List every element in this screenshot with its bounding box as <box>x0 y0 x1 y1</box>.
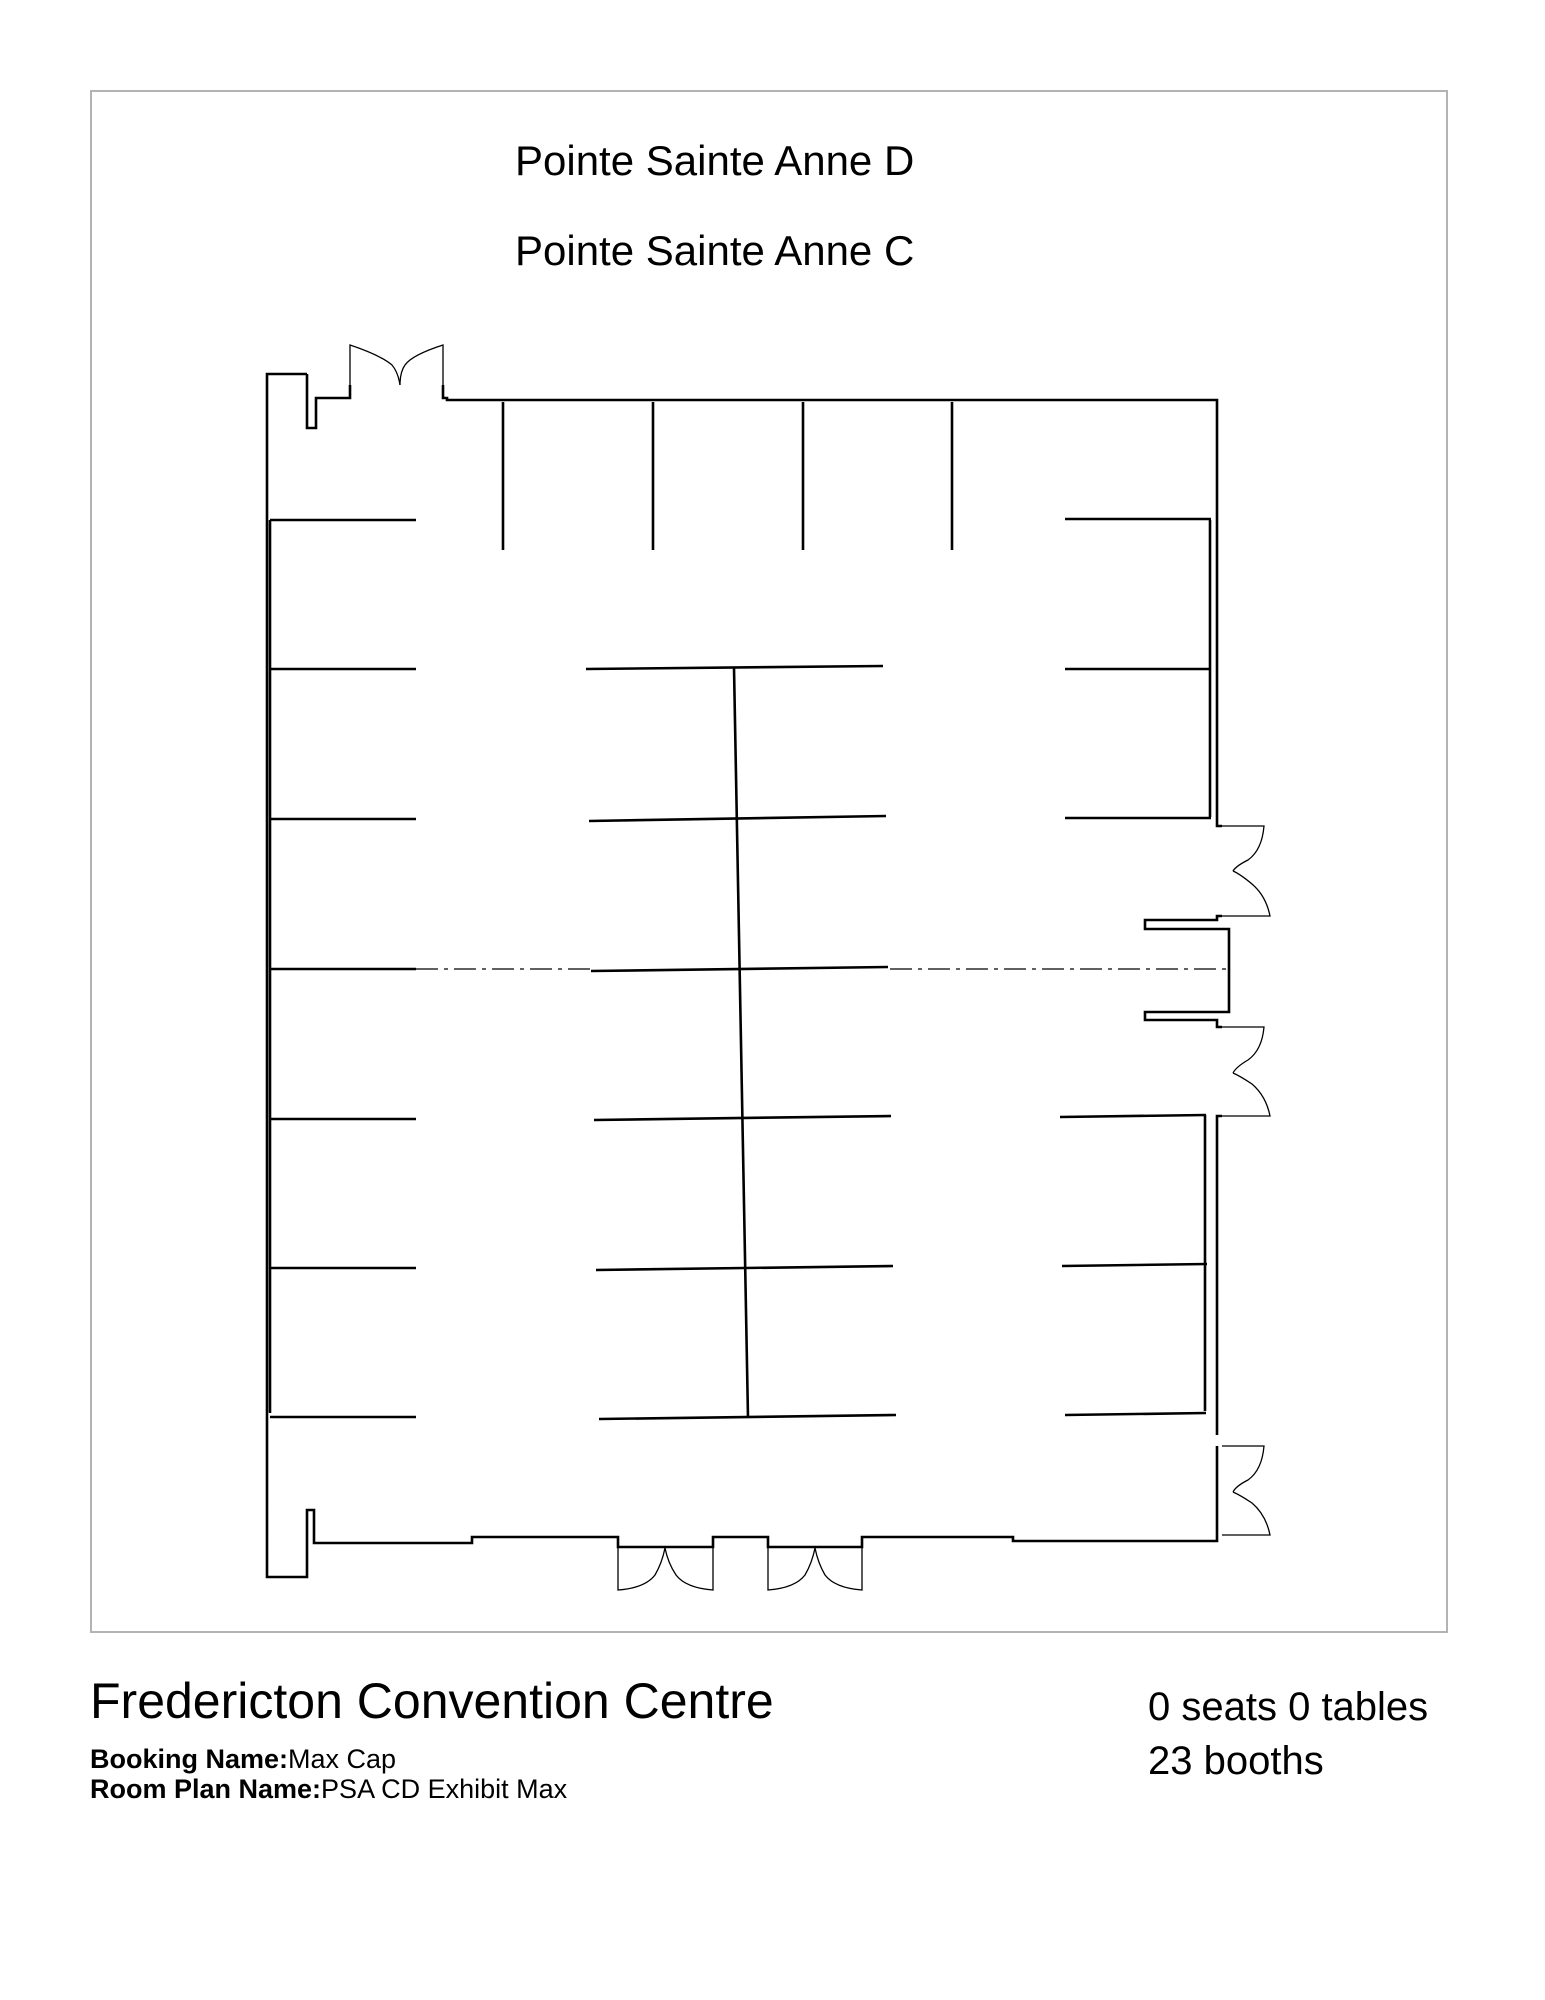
room-plan-name-label: Room Plan Name: <box>90 1774 322 1804</box>
room-plan-name-value: PSA CD Exhibit Max <box>321 1774 568 1804</box>
room-label-c: Pointe Sainte Anne C <box>515 227 915 274</box>
booth-partitions <box>270 402 1211 1419</box>
venue-name: Fredericton Convention Centre <box>90 1673 774 1729</box>
booking-name-line <box>90 1744 396 1775</box>
room-label-d: Pointe Sainte Anne D <box>515 137 915 184</box>
room-plan-name-line <box>90 1774 567 1805</box>
seats-tables-count: 0 seats 0 tables <box>1148 1685 1429 1729</box>
booking-name-label: Booking Name: <box>90 1744 289 1774</box>
booths-count: 23 booths <box>1148 1739 1324 1783</box>
booking-name-value: Max Cap <box>288 1744 397 1774</box>
